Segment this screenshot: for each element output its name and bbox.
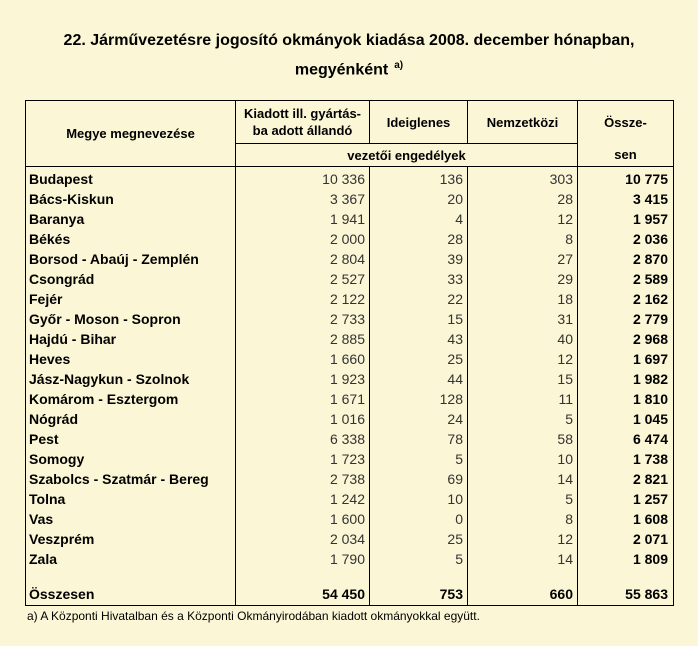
- cell-international: 12: [468, 209, 578, 229]
- cell-permanent: 1 923: [236, 369, 370, 389]
- cell-total: 10 775: [578, 167, 674, 190]
- cell-temporary: 753: [370, 583, 468, 606]
- header-subheader: vezetői engedélyek: [236, 144, 578, 167]
- table-row: [26, 509, 674, 529]
- cell-temporary: 20: [370, 189, 468, 209]
- table-row: [26, 369, 674, 389]
- cell-international: 27: [468, 249, 578, 269]
- header-county: Megye megnevezése: [26, 101, 236, 167]
- county-name: Komárom - Esztergom: [26, 389, 236, 409]
- header-total-top: Össze-: [578, 101, 674, 144]
- cell-temporary: 128: [370, 389, 468, 409]
- table-row: [26, 249, 674, 269]
- table-row: [26, 329, 674, 349]
- cell-permanent: 1 016: [236, 409, 370, 429]
- county-name: Baranya: [26, 209, 236, 229]
- title-line-1: 22. Járművezetésre jogosító okmányok kiadása 2008. december hónapban,: [63, 32, 635, 49]
- cell-international: 303: [468, 167, 578, 190]
- cell-permanent: 2 122: [236, 289, 370, 309]
- county-name: Győr - Moson - Sopron: [26, 309, 236, 329]
- cell-international: 15: [468, 369, 578, 389]
- cell-international: 8: [468, 229, 578, 249]
- cell-temporary: 136: [370, 167, 468, 190]
- header-temporary: Ideiglenes: [370, 101, 468, 144]
- header-permanent: [236, 101, 370, 144]
- spacer-cell: [236, 569, 370, 583]
- cell-total: 1 697: [578, 349, 674, 369]
- cell-permanent: 54 450: [236, 583, 370, 606]
- cell-total: 2 036: [578, 229, 674, 249]
- spacer-cell: [26, 569, 236, 583]
- cell-international: 660: [468, 583, 578, 606]
- cell-international: 14: [468, 469, 578, 489]
- spacer-cell: [370, 569, 468, 583]
- county-name: Nógrád: [26, 409, 236, 429]
- cell-permanent: 1 671: [236, 389, 370, 409]
- cell-international: 5: [468, 409, 578, 429]
- cell-total: 2 071: [578, 529, 674, 549]
- county-name: Összesen: [26, 583, 236, 606]
- footnote: a) A Központi Hivatalban és a Központi Okmányirodában kiadott okmányokkal együtt.: [27, 609, 480, 623]
- cell-international: 28: [468, 189, 578, 209]
- cell-temporary: 5: [370, 449, 468, 469]
- cell-temporary: 10: [370, 489, 468, 509]
- table-row: [26, 349, 674, 369]
- table-title: [0, 28, 698, 82]
- cell-international: 18: [468, 289, 578, 309]
- cell-permanent: 1 660: [236, 349, 370, 369]
- table-row: [26, 209, 674, 229]
- cell-temporary: 22: [370, 289, 468, 309]
- cell-total: 2 968: [578, 329, 674, 349]
- cell-total: 1 982: [578, 369, 674, 389]
- spacer-cell: [578, 569, 674, 583]
- table-row: [26, 189, 674, 209]
- table-row: [26, 229, 674, 249]
- table-row: [26, 469, 674, 489]
- table-row: [26, 489, 674, 509]
- header-international: Nemzetközi: [468, 101, 578, 144]
- table-row: [26, 289, 674, 309]
- cell-permanent: 1 941: [236, 209, 370, 229]
- county-name: Pest: [26, 429, 236, 449]
- cell-temporary: 15: [370, 309, 468, 329]
- table-row: [26, 269, 674, 289]
- cell-permanent: 1 790: [236, 549, 370, 569]
- cell-international: 29: [468, 269, 578, 289]
- cell-permanent: 10 336: [236, 167, 370, 190]
- county-name: Zala: [26, 549, 236, 569]
- cell-international: 10: [468, 449, 578, 469]
- cell-international: 5: [468, 489, 578, 509]
- cell-temporary: 39: [370, 249, 468, 269]
- cell-total: 1 957: [578, 209, 674, 229]
- table-row: [26, 429, 674, 449]
- cell-permanent: 3 367: [236, 189, 370, 209]
- cell-permanent: 2 527: [236, 269, 370, 289]
- summary-row: [26, 583, 674, 606]
- cell-temporary: 24: [370, 409, 468, 429]
- cell-international: 58: [468, 429, 578, 449]
- cell-total: 2 870: [578, 249, 674, 269]
- cell-international: 40: [468, 329, 578, 349]
- title-footnote-marker: a): [394, 60, 404, 71]
- county-name: Fejér: [26, 289, 236, 309]
- title-line-2-text: megyénként: [294, 61, 389, 79]
- cell-total: 1 608: [578, 509, 674, 529]
- cell-temporary: 33: [370, 269, 468, 289]
- table-row: [26, 389, 674, 409]
- cell-total: 2 779: [578, 309, 674, 329]
- header-total-bottom: sen: [578, 144, 674, 167]
- cell-total: 3 415: [578, 189, 674, 209]
- cell-total: 2 821: [578, 469, 674, 489]
- cell-permanent: 1 600: [236, 509, 370, 529]
- county-name: Veszprém: [26, 529, 236, 549]
- spacer-row: [26, 569, 674, 583]
- cell-temporary: 44: [370, 369, 468, 389]
- county-name: Budapest: [26, 167, 236, 190]
- cell-permanent: 2 034: [236, 529, 370, 549]
- cell-temporary: 43: [370, 329, 468, 349]
- cell-total: 1 738: [578, 449, 674, 469]
- county-name: Jász-Nagykun - Szolnok: [26, 369, 236, 389]
- county-name: Heves: [26, 349, 236, 369]
- cell-international: 11: [468, 389, 578, 409]
- cell-temporary: 69: [370, 469, 468, 489]
- county-name: Szabolcs - Szatmár - Bereg: [26, 469, 236, 489]
- cell-permanent: 2 885: [236, 329, 370, 349]
- county-name: Borsod - Abaúj - Zemplén: [26, 249, 236, 269]
- table-row: [26, 167, 674, 190]
- cell-international: 14: [468, 549, 578, 569]
- cell-permanent: 1 242: [236, 489, 370, 509]
- cell-permanent: 6 338: [236, 429, 370, 449]
- cell-total: 1 045: [578, 409, 674, 429]
- table-row: [26, 409, 674, 429]
- cell-permanent: 1 723: [236, 449, 370, 469]
- license-table: [25, 100, 674, 606]
- header-permanent-line1: Kiadott ill. gyártás-: [243, 106, 362, 121]
- table-row: [26, 309, 674, 329]
- cell-total: 1 809: [578, 549, 674, 569]
- title-line-2: [0, 53, 698, 82]
- cell-permanent: 2 733: [236, 309, 370, 329]
- table-row: [26, 549, 674, 569]
- cell-permanent: 2 738: [236, 469, 370, 489]
- table-body: [26, 167, 674, 606]
- cell-international: 12: [468, 349, 578, 369]
- county-name: Tolna: [26, 489, 236, 509]
- cell-international: 12: [468, 529, 578, 549]
- cell-international: 31: [468, 309, 578, 329]
- table-row: [26, 449, 674, 469]
- county-name: Somogy: [26, 449, 236, 469]
- cell-temporary: 5: [370, 549, 468, 569]
- cell-permanent: 2 000: [236, 229, 370, 249]
- cell-international: 8: [468, 509, 578, 529]
- county-name: Vas: [26, 509, 236, 529]
- cell-total: 6 474: [578, 429, 674, 449]
- cell-temporary: 0: [370, 509, 468, 529]
- table-row: [26, 529, 674, 549]
- cell-temporary: 25: [370, 349, 468, 369]
- cell-total: 2 589: [578, 269, 674, 289]
- county-name: Hajdú - Bihar: [26, 329, 236, 349]
- cell-total: 2 162: [578, 289, 674, 309]
- cell-temporary: 25: [370, 529, 468, 549]
- county-name: Bács-Kiskun: [26, 189, 236, 209]
- cell-temporary: 78: [370, 429, 468, 449]
- county-name: Csongrád: [26, 269, 236, 289]
- cell-temporary: 28: [370, 229, 468, 249]
- county-name: Békés: [26, 229, 236, 249]
- cell-total: 1 810: [578, 389, 674, 409]
- spacer-cell: [468, 569, 578, 583]
- cell-temporary: 4: [370, 209, 468, 229]
- cell-total: 55 863: [578, 583, 674, 606]
- cell-permanent: 2 804: [236, 249, 370, 269]
- header-permanent-line2: ba adott állandó: [252, 123, 353, 138]
- cell-total: 1 257: [578, 489, 674, 509]
